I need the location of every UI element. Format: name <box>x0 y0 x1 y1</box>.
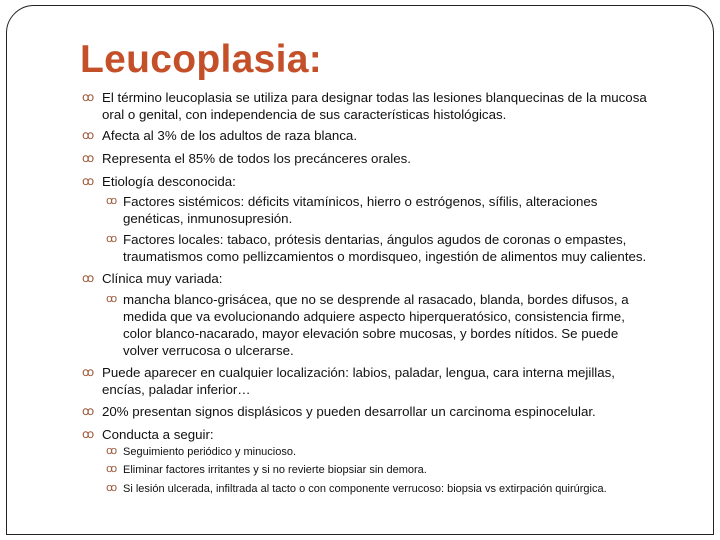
bullet-text-line: Seguimiento periódico y minucioso. <box>123 446 297 458</box>
bullet-text-line: medida que va evolucionando adquiere aspecto hiperqueratósico, consistencia firme, <box>123 309 625 324</box>
bullet-text-line: Puede aparecer en cualquier localización: labios, paladar, lengua, cara interna mejillas, <box>102 365 615 380</box>
bullet-icon: ꝏ <box>82 151 95 165</box>
bullet-text-line: Etiología desconocida: <box>102 174 236 189</box>
bullet-text-line: Si lesión ulcerada, infiltrada al tacto o con componente verrucoso: biopsia vs extirpación quirúrgica. <box>123 483 607 495</box>
bullet-icon: ꝏ <box>82 128 95 142</box>
bullet-icon: ꝏ <box>82 365 95 379</box>
bullet-icon: ꝏ <box>82 404 95 418</box>
sub-bullet-item <box>106 193 598 227</box>
bullet-icon: ꝏ <box>106 195 118 207</box>
bullet-icon: ꝏ <box>106 482 118 494</box>
bullet-text-line: Factores sistémicos: déficits vitamínicos, hierro o estrógenos, sífilis, alteraciones <box>123 194 598 209</box>
bullet-text-line: Factores locales: tabaco, prótesis dentarias, ángulos agudos de coronas o empastes, <box>123 232 627 247</box>
sub-bullet-item <box>106 480 607 499</box>
bullet-item <box>82 270 223 287</box>
bullet-text-line: Eliminar factores irritantes y si no revierte biopsiar sin demora. <box>123 464 427 476</box>
bullet-text-line: encías, paladar inferior… <box>102 382 251 397</box>
bullet-icon: ꝏ <box>82 90 95 104</box>
bullet-text-line: genéticas, inmunosupresión. <box>123 211 293 226</box>
bullet-text-line: traumatismos como pellizcamientos o mordisqueo, ingestión de alimentos muy calientes. <box>123 249 647 264</box>
bullet-text-line: mancha blanco-grisácea, que no se desprende al rasacado, blanda, bordes difusos, a <box>123 292 629 307</box>
bullet-item <box>82 127 358 144</box>
bullet-text-line: Clínica muy variada: <box>102 271 223 286</box>
bullet-item <box>82 364 615 398</box>
bullet-icon: ꝏ <box>82 271 95 285</box>
bullet-text-line: Conducta a seguir: <box>102 427 214 442</box>
bullet-item <box>82 173 236 190</box>
sub-bullet-item <box>106 231 647 265</box>
bullet-text-line: 20% presentan signos displásicos y pueden desarrollar un carcinoma espinocelular. <box>102 404 596 419</box>
sub-bullet-item <box>106 291 629 359</box>
bullet-item <box>82 150 411 167</box>
bullet-icon: ꝏ <box>82 174 95 188</box>
bullet-text-line: El término leucoplasia se utiliza para designar todas las lesiones blanquecinas de la mucosa <box>102 90 647 105</box>
bullet-item <box>82 403 596 420</box>
sub-bullet-item <box>106 461 427 480</box>
bullet-icon: ꝏ <box>82 427 95 441</box>
bullet-item <box>82 89 647 123</box>
bullet-text-line: Representa el 85% de todos los precánceres orales. <box>102 151 411 166</box>
bullet-item <box>82 426 214 443</box>
sub-bullet-item <box>106 443 297 462</box>
bullet-icon: ꝏ <box>106 293 118 305</box>
bullet-text-line: color blanco-nacarado, mayor elevación sobre mucosas, y bordes nítidos. Se puede <box>123 326 619 341</box>
bullet-text-line: volver verrucosa o ulcerarse. <box>123 343 294 358</box>
slide-title: Leucoplasia: <box>80 38 322 81</box>
bullet-icon: ꝏ <box>106 445 118 457</box>
bullet-icon: ꝏ <box>106 463 118 475</box>
bullet-text-line: oral o genital, con independencia de sus características histológicas. <box>102 107 507 122</box>
bullet-icon: ꝏ <box>106 233 118 245</box>
bullet-text-line: Afecta al 3% de los adultos de raza blanca. <box>102 128 358 143</box>
